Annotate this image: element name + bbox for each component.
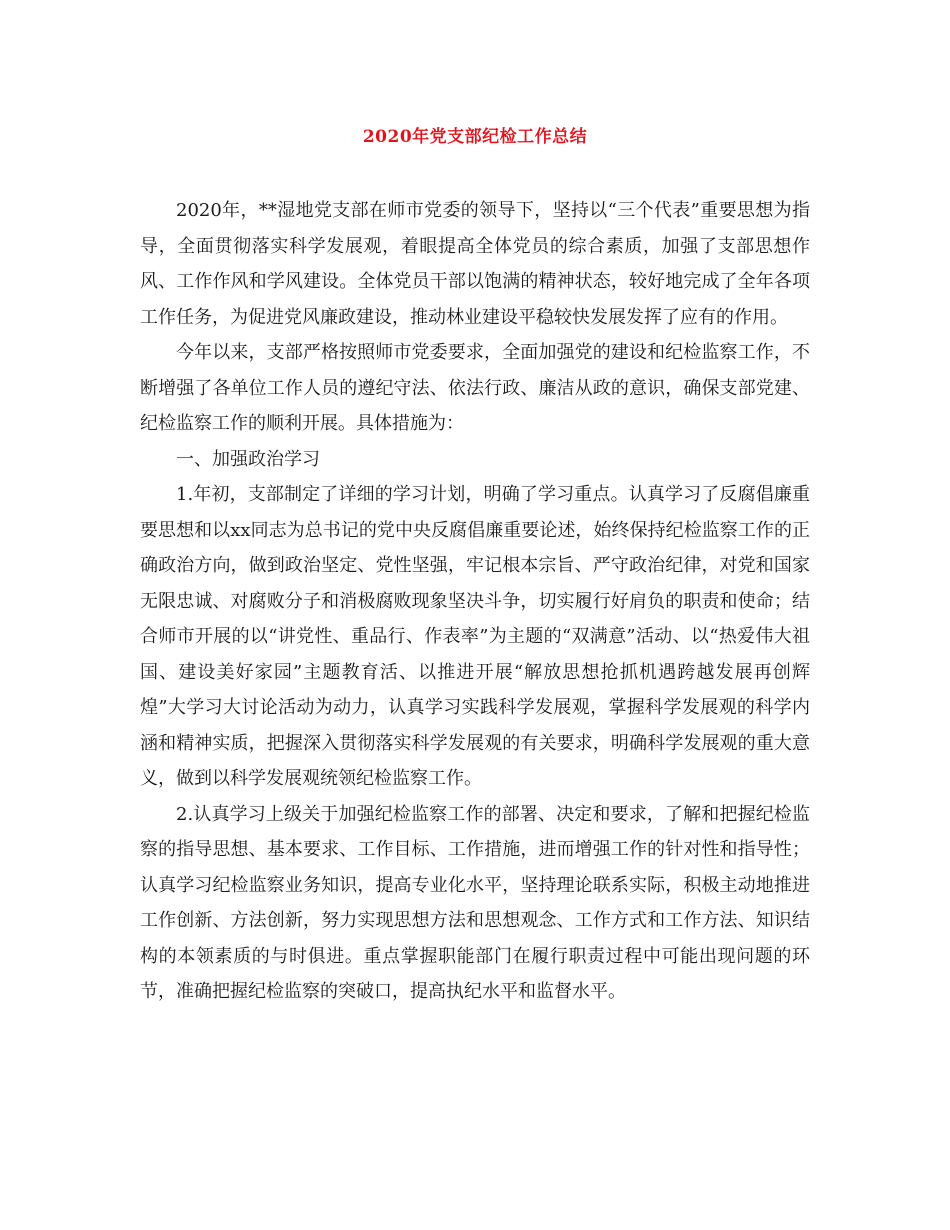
paragraph-item-2: 2.认真学习上级关于加强纪检监察工作的部署、决定和要求，了解和把握纪检监察的指导思想、基本要求、工作目标、工作措施，进而增强工作的针对性和指导性；认真学习纪检监察业务知识，提高专业化水平，坚持理论联系实际，积极主动地推进工作创新、方法创新，努力实现思想方法和思想观念、工作方式和工作方法、知识结构的本领素质的与时俱进。重点掌握职能部门在履行职责过程中可能出现问题的环节，准确把握纪检监察的突破口，提高执纪水平和监督水平。 <box>140 803 810 1002</box>
paragraph-overview: 今年以来，支部严格按照师市党委要求，全面加强党的建设和纪检监察工作，不断增强了各单位工作人员的遵纪守法、依法行政、廉洁从政的意识，确保支部党建、纪检监察工作的顺利开展。具体措施为： <box>140 342 810 434</box>
section-heading: 一、加强政治学习 <box>176 448 320 470</box>
paragraph-intro: 2020年，**湿地党支部在师市党委的领导下，坚持以“三个代表”重要思想为指导，全面贯彻落实科学发展观，着眼提高全体党员的综合素质，加强了支部思想作风、工作作风和学风建设。全体党员干部以饱满的精神状态，较好地完成了全年各项工作任务，为促进党风廉政建设，推动林业建设平稳较快发展发挥了应有的作用。 <box>140 200 810 328</box>
document-body <box>140 193 810 1010</box>
paragraph-item-1: 1.年初，支部制定了详细的学习计划，明确了学习重点。认真学习了反腐倡廉重要思想和以xx同志为总书记的党中央反腐倡廉重要论述，始终保持纪检监察工作的正确政治方向，做到政治坚定、党性坚强，牢记根本宗旨、严守政治纪律，对党和国家无限忠诚、对腐败分子和消极腐败现象坚决斗争，切实履行好肩负的职责和使命；结合师市开展的以“讲党性、重品行、作表率”为主题的“双满意”活动、以“热爱伟大祖国、建设美好家园”主题教育活、以推进开展“解放思想抢抓机遇跨越发展再创辉煌”大学习大讨论活动为动力，认真学习实践科学发展观，掌握科学发展观的科学内涵和精神实质，把握深入贯彻落实科学发展观的有关要求，明确科学发展观的重大意义，做到以科学发展观统领纪检监察工作。 <box>140 484 810 789</box>
document-title: 2020年党支部纪检工作总结 <box>362 127 588 147</box>
